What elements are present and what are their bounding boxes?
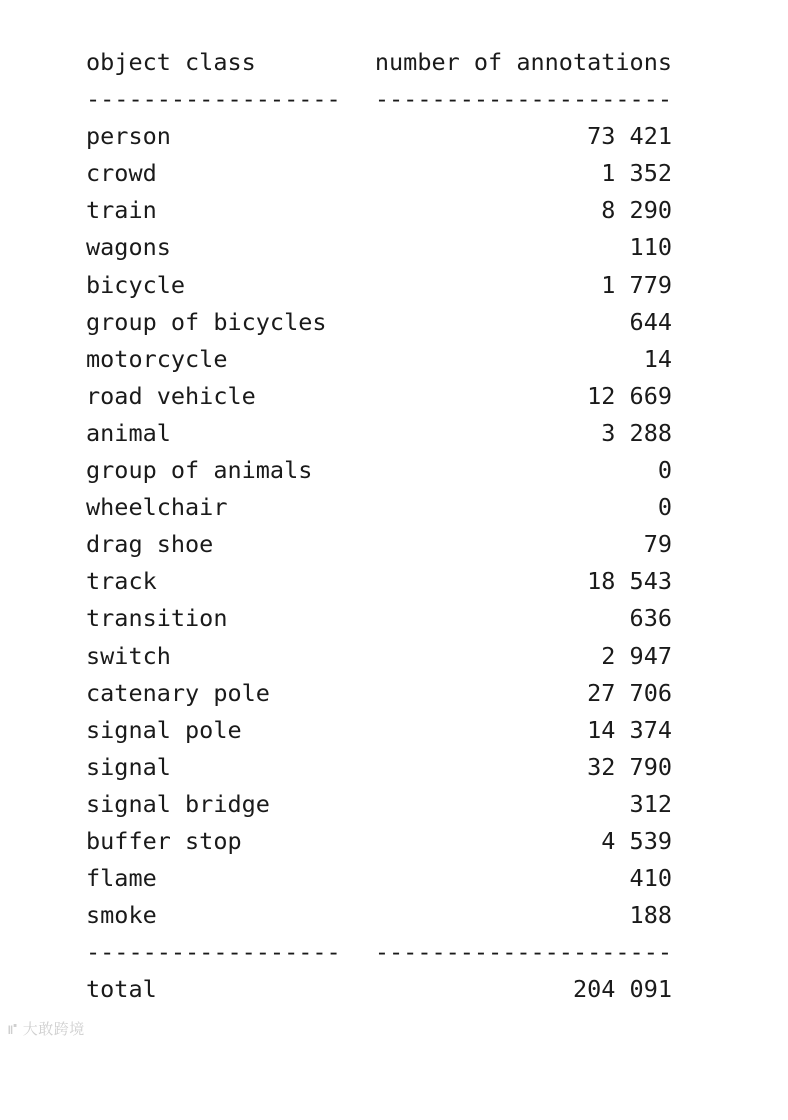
total-label: total <box>86 975 157 1004</box>
object-class-cell: signal <box>86 752 171 781</box>
annotation-count-cell: 32 790 <box>587 752 672 781</box>
table-row <box>86 749 672 786</box>
object-class-cell: track <box>86 567 157 596</box>
table-row <box>86 563 672 600</box>
annotation-count-cell: 636 <box>629 604 672 633</box>
table-row <box>86 229 672 266</box>
object-class-cell: crowd <box>86 159 157 188</box>
annotation-count-cell: 27 706 <box>587 678 672 707</box>
table-row <box>86 712 672 749</box>
table-row <box>86 304 672 341</box>
table-header <box>86 44 672 81</box>
annotation-count-cell: 14 374 <box>587 715 672 744</box>
table-row <box>86 600 672 637</box>
annotation-count-cell: 644 <box>629 307 672 336</box>
rule-left: ------------------ <box>86 938 341 967</box>
object-class-cell: transition <box>86 604 228 633</box>
table-row <box>86 489 672 526</box>
footer-rule <box>86 934 672 971</box>
object-class-cell: group of bicycles <box>86 307 327 336</box>
table-row <box>86 786 672 823</box>
header-object-class: object class <box>86 48 256 76</box>
object-class-cell: person <box>86 122 171 151</box>
table-row <box>86 118 672 155</box>
annotation-count-cell: 1 352 <box>601 159 672 188</box>
annotation-count-cell: 73 421 <box>587 122 672 151</box>
object-class-cell: smoke <box>86 901 157 930</box>
object-class-cell: signal pole <box>86 715 242 744</box>
object-class-cell: buffer stop <box>86 826 242 855</box>
table-row <box>86 823 672 860</box>
rule-right: --------------------- <box>374 938 672 967</box>
object-class-cell: catenary pole <box>86 678 270 707</box>
annotation-count-cell: 0 <box>657 493 672 522</box>
object-class-cell: signal bridge <box>86 789 270 818</box>
annotation-count-cell: 14 <box>643 344 672 373</box>
object-class-cell: wagons <box>86 233 171 262</box>
object-class-cell: flame <box>86 864 157 893</box>
rule-right: --------------------- <box>374 85 672 114</box>
table-row <box>86 638 672 675</box>
annotation-table <box>86 44 672 1008</box>
annotation-count-cell: 0 <box>657 456 672 485</box>
object-class-cell: wheelchair <box>86 493 228 522</box>
header-rule <box>86 81 672 118</box>
table-row <box>86 452 672 489</box>
object-class-cell: animal <box>86 418 171 447</box>
object-class-cell: train <box>86 196 157 225</box>
object-class-cell: road vehicle <box>86 381 256 410</box>
total-row <box>86 971 672 1008</box>
annotation-count-cell: 110 <box>629 233 672 262</box>
table-body <box>86 118 672 934</box>
total-count: 204 091 <box>572 975 672 1004</box>
object-class-cell: switch <box>86 641 171 670</box>
annotation-count-cell: 18 543 <box>587 567 672 596</box>
annotation-count-cell: 410 <box>629 864 672 893</box>
annotation-count-cell: 4 539 <box>601 826 672 855</box>
annotation-count-cell: 8 290 <box>601 196 672 225</box>
watermark-logo: ⑈ 大敢跨境 <box>8 1020 85 1038</box>
table-row <box>86 378 672 415</box>
annotation-count-cell: 312 <box>629 789 672 818</box>
table-row <box>86 415 672 452</box>
object-class-cell: motorcycle <box>86 344 228 373</box>
table-row <box>86 155 672 192</box>
table-row <box>86 860 672 897</box>
annotation-count-cell: 1 779 <box>601 270 672 299</box>
annotation-count-cell: 12 669 <box>587 381 672 410</box>
object-class-cell: drag shoe <box>86 530 214 559</box>
table-row <box>86 897 672 934</box>
annotation-count-cell: 79 <box>643 530 672 559</box>
table-row <box>86 675 672 712</box>
table-row <box>86 267 672 304</box>
table-row <box>86 192 672 229</box>
annotation-count-cell: 188 <box>629 901 672 930</box>
annotation-count-cell: 2 947 <box>601 641 672 670</box>
header-number-of-annotations: number of annotations <box>374 48 672 76</box>
table-row <box>86 341 672 378</box>
object-class-cell: bicycle <box>86 270 186 299</box>
annotation-count-cell: 3 288 <box>601 418 672 447</box>
rule-left: ------------------ <box>86 85 341 114</box>
object-class-cell: group of animals <box>86 456 313 485</box>
table-row <box>86 526 672 563</box>
